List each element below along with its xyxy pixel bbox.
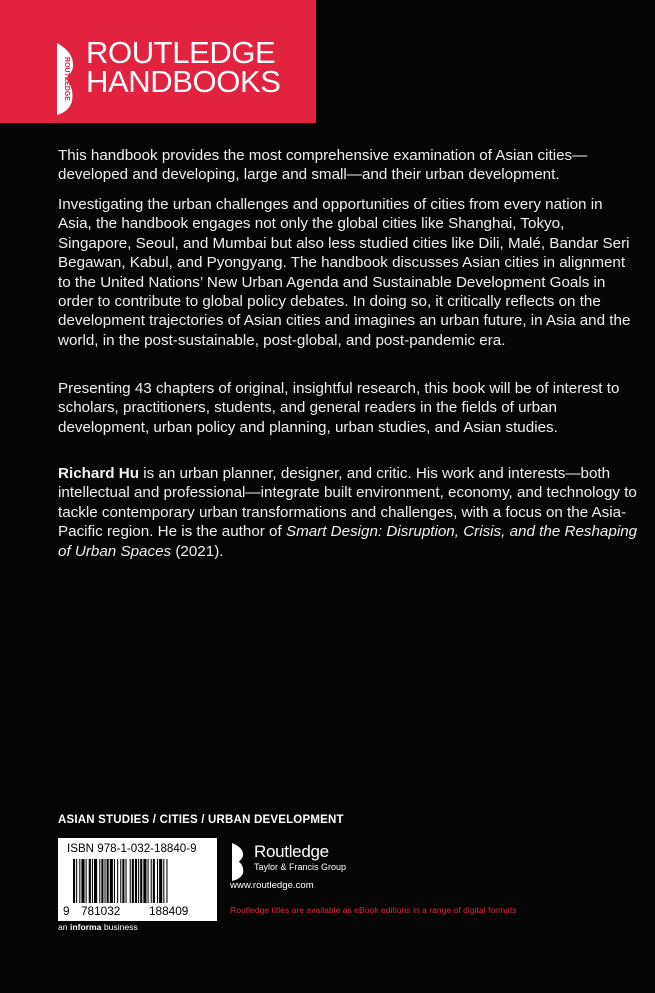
author-name: Richard Hu xyxy=(58,465,140,482)
series-banner xyxy=(0,0,316,123)
isbn-barcode-box xyxy=(58,838,217,921)
barcode-bar xyxy=(157,859,158,903)
barcode-bar xyxy=(159,859,162,903)
barcode-bar xyxy=(94,859,97,903)
barcode-bar xyxy=(101,859,103,903)
informa-suffix: business xyxy=(101,922,138,932)
routledge-publisher-logo-icon xyxy=(230,843,246,881)
barcode-bar xyxy=(153,859,155,903)
informa-prefix: an xyxy=(58,922,70,932)
barcode-bar xyxy=(166,859,167,903)
barcode-bar xyxy=(151,859,152,903)
barcode-bar xyxy=(120,859,121,903)
barcode-bar xyxy=(81,859,84,903)
series-title-line1: ROUTLEDGE xyxy=(86,35,276,70)
publisher-name: Routledge xyxy=(254,842,329,861)
barcode-bar xyxy=(92,859,93,903)
barcode-bar xyxy=(143,859,146,903)
barcode-bar xyxy=(99,859,100,903)
ebook-availability-note: Routledge titles are available as eBook editions in a range of digital formats xyxy=(230,905,517,915)
barcode-bar xyxy=(117,859,118,903)
isbn-digits-left: 781032 xyxy=(81,904,121,918)
series-title-line2: HANDBOOKS xyxy=(86,64,281,99)
author-bio-body: is an urban planner, designer, and critic. His work and interests—both intellectual and professional—integrate built environment, economy, and technology to tackle contemporary urban transformations and challenges, with a focus on the Asia-Pacific region. He is the author of xyxy=(58,465,637,541)
blurb-text: Investigating the urban challenges and opportunities of cities from every nation in Asia, the handbook engages not only the global cities like Shanghai, Tokyo, Singapore, Seoul, and Mumbai but also less studied cities like Dili, Malé, Bandar Seri Begawan, Kabul, and Pyongyang. The handbook discusses Asian cities in alignment to the United Nations’ New Urban Agenda and Sustainable Development Goals in order to contribute to global policy debates. In doing so, it critically reflects on the development trajectories of Asian cities and imagines an urban future, in Asia and the world, in the post-sustainable, post-global, and post-pandemic era. xyxy=(58,196,631,349)
barcode-bar xyxy=(163,859,164,903)
author-book-title: Smart Design: Disruption, Crisis, and the Reshaping of Urban Spaces xyxy=(58,523,638,560)
blurb-paragraph-3 xyxy=(58,379,638,437)
barcode-bar xyxy=(132,859,134,903)
barcode-bar xyxy=(126,859,127,903)
blurb-text: Presenting 43 chapters of original, insightful research, this book will be of interest to scholars, practitioners, students, and general readers in the fields of urban development, urban policy and planning, urban studies, and Asian studies. xyxy=(58,380,620,436)
series-title xyxy=(86,35,281,99)
informa-bold: informa xyxy=(69,922,102,932)
barcode-bar xyxy=(130,859,131,903)
barcode-bar xyxy=(148,859,149,903)
barcode-bar xyxy=(114,859,115,903)
blurb-text: This handbook provides the most comprehensive examination of Asian cities—developed and developing, large and small—and their urban development. xyxy=(58,147,588,184)
blurb-paragraph-2 xyxy=(58,195,638,350)
barcode-bar xyxy=(122,859,124,903)
author-bio-text xyxy=(58,464,638,561)
barcode-bar xyxy=(79,859,80,903)
routledge-logo-icon xyxy=(54,43,76,115)
author-bio xyxy=(58,464,638,561)
publisher-group: Taylor & Francis Group xyxy=(254,862,347,872)
barcode-bar xyxy=(107,859,109,903)
subject-categories: ASIAN STUDIES / CITIES / URBAN DEVELOPMENT xyxy=(58,814,344,826)
barcode-bar xyxy=(140,859,142,903)
isbn-digit-lead: 9 xyxy=(63,904,70,918)
barcode-bar xyxy=(110,859,113,903)
barcode-bar xyxy=(89,859,91,903)
barcode-bar xyxy=(76,859,77,903)
barcode-bar xyxy=(73,859,75,903)
barcode-icon xyxy=(73,859,209,903)
logo-wordmark: ROUTLEDGE xyxy=(63,57,70,101)
blurb-paragraph-1 xyxy=(58,146,638,185)
isbn-label: ISBN 978-1-032-18840-9 xyxy=(67,842,197,855)
barcode-bar xyxy=(105,859,106,903)
barcode-bar xyxy=(135,859,137,903)
publisher-website: www.routledge.com xyxy=(230,880,314,891)
barcode-bar xyxy=(138,859,139,903)
author-book-year: (2021). xyxy=(171,542,224,560)
informa-business-note xyxy=(58,922,138,932)
isbn-digits-right: 188409 xyxy=(149,904,189,918)
barcode-bar xyxy=(86,859,87,903)
